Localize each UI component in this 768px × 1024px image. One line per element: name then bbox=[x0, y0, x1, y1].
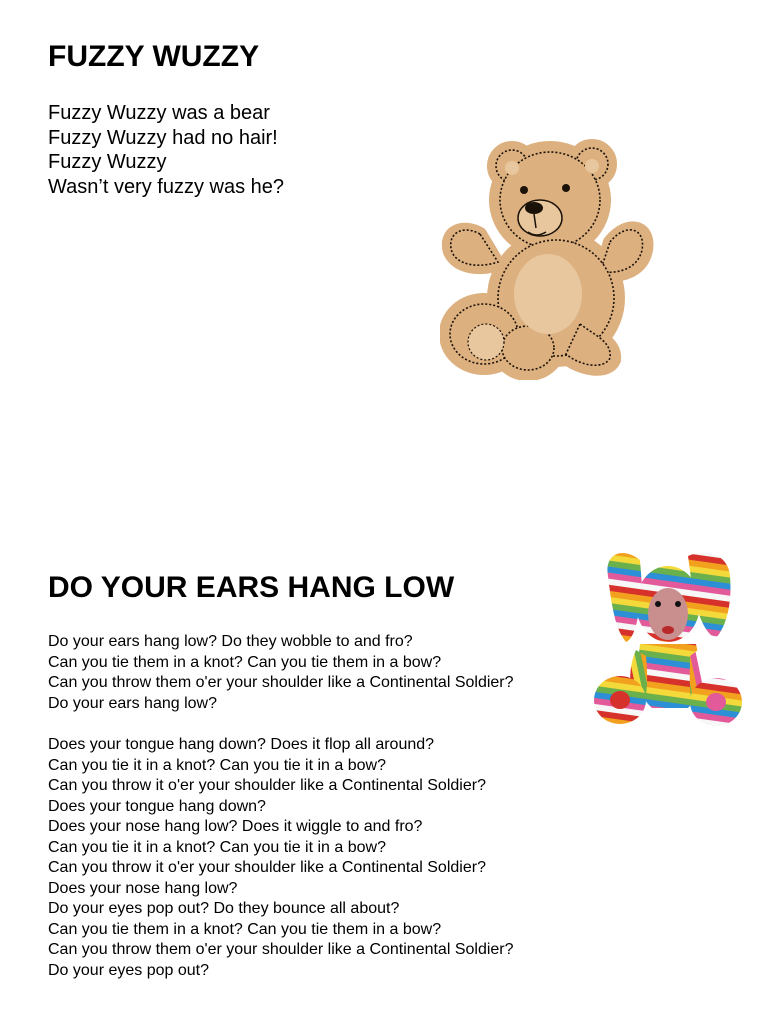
lyric-line: Does your tongue hang down? bbox=[48, 797, 266, 815]
stanza-two bbox=[48, 735, 514, 981]
song-lyrics-fuzzy-wuzzy bbox=[48, 101, 284, 199]
lyric-line: Can you tie it in a knot? Can you tie it in a bow? bbox=[48, 838, 386, 856]
lyric-line: Does your nose hang low? bbox=[48, 879, 238, 897]
lyric-line: Do your ears hang low? bbox=[48, 694, 217, 712]
lyric-line: Does your tongue hang down? Does it flop all around? bbox=[48, 736, 435, 753]
lyric-line: Can you tie them in a knot? Can you tie them in a bow? bbox=[48, 920, 442, 938]
lyric-line: Fuzzy Wuzzy bbox=[48, 151, 167, 173]
lyric-line: Can you tie it in a knot? Can you tie it in a bow? bbox=[48, 756, 386, 774]
crochet-bunny-photo bbox=[592, 540, 744, 730]
lyric-line: Can you throw them o'er your shoulder like a Continental Soldier? bbox=[48, 674, 514, 691]
teddy-bear-illustration bbox=[440, 128, 654, 380]
lyric-line: Fuzzy Wuzzy was a bear bbox=[48, 102, 270, 124]
lyric-line: Wasn’t very fuzzy was he? bbox=[48, 175, 285, 198]
stanza-one bbox=[48, 632, 514, 714]
lyric-line: Can you throw them o'er your shoulder like a Continental Soldier? bbox=[48, 941, 514, 958]
song-title-fuzzy-wuzzy: FUZZY WUZZY bbox=[48, 40, 260, 73]
lyric-line: Does your nose hang low? Does it wiggle to and fro? bbox=[48, 818, 423, 835]
lyric-line: Can you throw it o'er your shoulder like a Continental Soldier? bbox=[48, 859, 486, 876]
lyric-line: Fuzzy Wuzzy had no hair! bbox=[48, 126, 278, 149]
lyric-line: Can you throw it o'er your shoulder like a Continental Soldier? bbox=[48, 777, 486, 794]
lyric-line: Do your ears hang low? Do they wobble to and fro? bbox=[48, 633, 413, 650]
lyric-line: Do your eyes pop out? Do they bounce all about? bbox=[48, 900, 400, 917]
lyric-line: Can you tie them in a knot? Can you tie them in a bow? bbox=[48, 653, 442, 671]
song-title-ears-hang-low: DO YOUR EARS HANG LOW bbox=[48, 571, 455, 604]
lyric-line: Do your eyes pop out? bbox=[48, 961, 209, 979]
